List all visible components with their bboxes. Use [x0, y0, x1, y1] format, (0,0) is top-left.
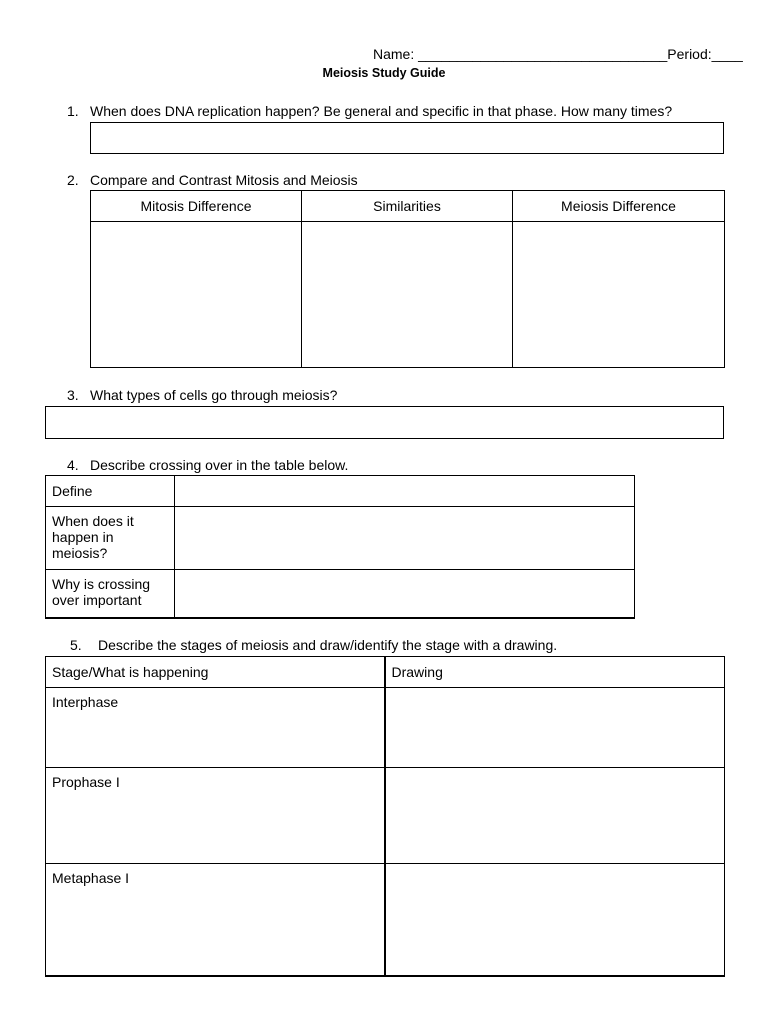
crossing-row-why-answer[interactable]: [175, 570, 635, 618]
stages-table: [45, 656, 725, 977]
question-5-number: 5.: [70, 637, 82, 653]
stage-drawing-prophase-1[interactable]: [385, 768, 725, 864]
question-3-text: What types of cells go through meiosis?: [90, 387, 338, 403]
stage-row-prophase-1[interactable]: Prophase I: [46, 768, 385, 864]
stages-header-stage: Stage/What is happening: [46, 657, 385, 688]
compare-table: [90, 190, 725, 368]
question-4-number: 4.: [67, 457, 79, 473]
crossing-over-table: [45, 475, 635, 619]
crossing-row-define-answer[interactable]: [175, 476, 635, 507]
compare-header-mitosis: Mitosis Difference: [91, 191, 302, 222]
question-4-text: Describe crossing over in the table below.: [90, 457, 349, 473]
compare-cell-similarities[interactable]: [302, 222, 513, 368]
question-1-text: When does DNA replication happen? Be general and specific in that phase. How many times?: [90, 103, 673, 119]
name-period-line[interactable]: Name: ________________________________Period:____: [373, 46, 743, 62]
crossing-row-when-label: When does it happen in meiosis?: [46, 507, 175, 570]
question-3-number: 3.: [67, 387, 79, 403]
question-3-answer-box[interactable]: [45, 406, 724, 439]
question-5-text: Describe the stages of meiosis and draw/identify the stage with a drawing.: [98, 637, 558, 653]
question-1-number: 1.: [67, 103, 79, 119]
stage-drawing-interphase[interactable]: [385, 688, 725, 768]
question-1-answer-box[interactable]: [90, 122, 724, 154]
stage-drawing-metaphase-1[interactable]: [385, 864, 725, 976]
stage-row-interphase[interactable]: Interphase: [46, 688, 385, 768]
question-2-text: Compare and Contrast Mitosis and Meiosis: [90, 172, 358, 188]
crossing-row-define-label: Define: [46, 476, 175, 507]
page-title: Meiosis Study Guide: [322, 66, 446, 80]
stage-row-metaphase-1[interactable]: Metaphase I: [46, 864, 385, 976]
compare-cell-mitosis[interactable]: [91, 222, 302, 368]
stages-header-drawing: Drawing: [385, 657, 725, 688]
compare-header-meiosis: Meiosis Difference: [513, 191, 725, 222]
compare-cell-meiosis[interactable]: [513, 222, 725, 368]
crossing-row-why-label: Why is crossing over important: [46, 570, 175, 618]
compare-header-similarities: Similarities: [302, 191, 513, 222]
question-2-number: 2.: [67, 172, 79, 188]
crossing-row-when-answer[interactable]: [175, 507, 635, 570]
